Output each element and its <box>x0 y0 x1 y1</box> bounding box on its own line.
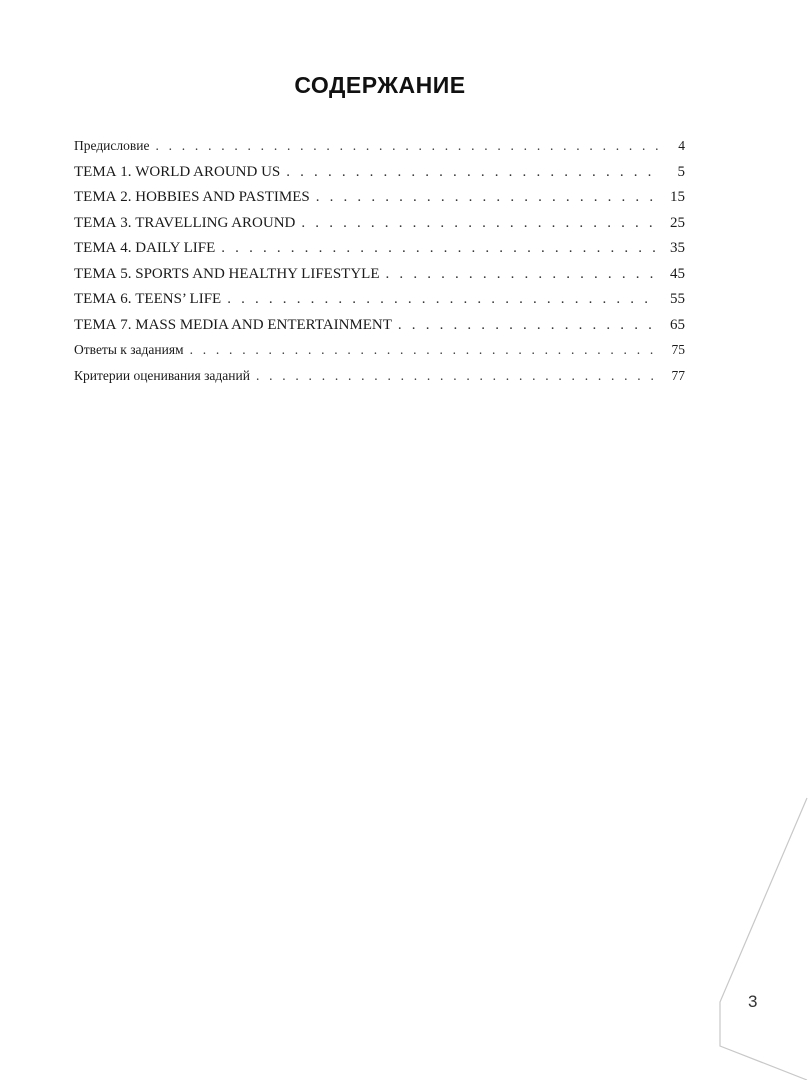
toc-dot-leader <box>227 291 659 308</box>
toc-entry-label: ТЕМА 2. HOBBIES AND PASTIMES <box>74 189 310 205</box>
page-title: СОДЕРЖАНИЕ <box>294 72 466 98</box>
toc-entry <box>74 266 685 292</box>
toc-entry-page: 25 <box>670 214 685 231</box>
toc-entry-page: 35 <box>670 240 685 256</box>
toc-dot-leader <box>386 266 659 283</box>
toc-dot-leader <box>256 368 659 384</box>
toc-entry-label: Ответы к заданиям <box>74 342 184 357</box>
toc-entry-label: ТЕМА 1. WORLD AROUND US <box>74 163 281 180</box>
toc-entry <box>74 164 685 190</box>
toc-dot-leader <box>301 215 659 232</box>
toc-dot-leader <box>221 240 659 257</box>
toc-entry <box>74 317 685 343</box>
table-of-contents <box>74 138 685 393</box>
toc-entry-page: 65 <box>670 316 685 333</box>
toc-dot-leader <box>286 164 659 181</box>
toc-entry-label: ТЕМА 7. MASS MEDIA AND ENTERTAINMENT <box>74 316 392 333</box>
toc-entry-page: 4 <box>678 138 685 153</box>
corner-tab-line <box>720 798 807 1080</box>
toc-dot-leader <box>398 317 659 334</box>
toc-entry <box>74 215 685 241</box>
toc-entry <box>74 342 685 368</box>
toc-entry-label: ТЕМА 3. TRAVELLING AROUND <box>74 214 296 231</box>
toc-dot-leader <box>316 189 659 206</box>
toc-entry-label: ТЕМА 5. SPORTS AND HEALTHY LIFESTYLE <box>74 265 380 282</box>
toc-entry-page: 15 <box>670 189 685 205</box>
toc-entry-label: Критерии оценивания заданий <box>74 367 250 383</box>
toc-entry-page: 5 <box>677 163 685 180</box>
toc-entry <box>74 240 685 266</box>
toc-entry-label: ТЕМА 4. DAILY LIFE <box>74 240 216 256</box>
toc-entry-page: 75 <box>671 342 685 357</box>
page-number: 3 <box>748 992 758 1011</box>
toc-dot-leader <box>155 138 659 154</box>
toc-entry <box>74 189 685 215</box>
toc-entry-page: 55 <box>670 291 685 307</box>
toc-entry-page: 45 <box>670 265 685 282</box>
toc-entry-label: ТЕМА 6. TEENS’ LIFE <box>74 291 222 307</box>
page-corner-tab-outline <box>688 760 808 1080</box>
toc-dot-leader <box>190 342 659 358</box>
toc-entry <box>74 291 685 317</box>
toc-entry-label: Предисловие <box>74 138 150 153</box>
toc-entry-page: 77 <box>671 367 685 383</box>
toc-entry <box>74 368 685 394</box>
toc-entry <box>74 138 685 164</box>
